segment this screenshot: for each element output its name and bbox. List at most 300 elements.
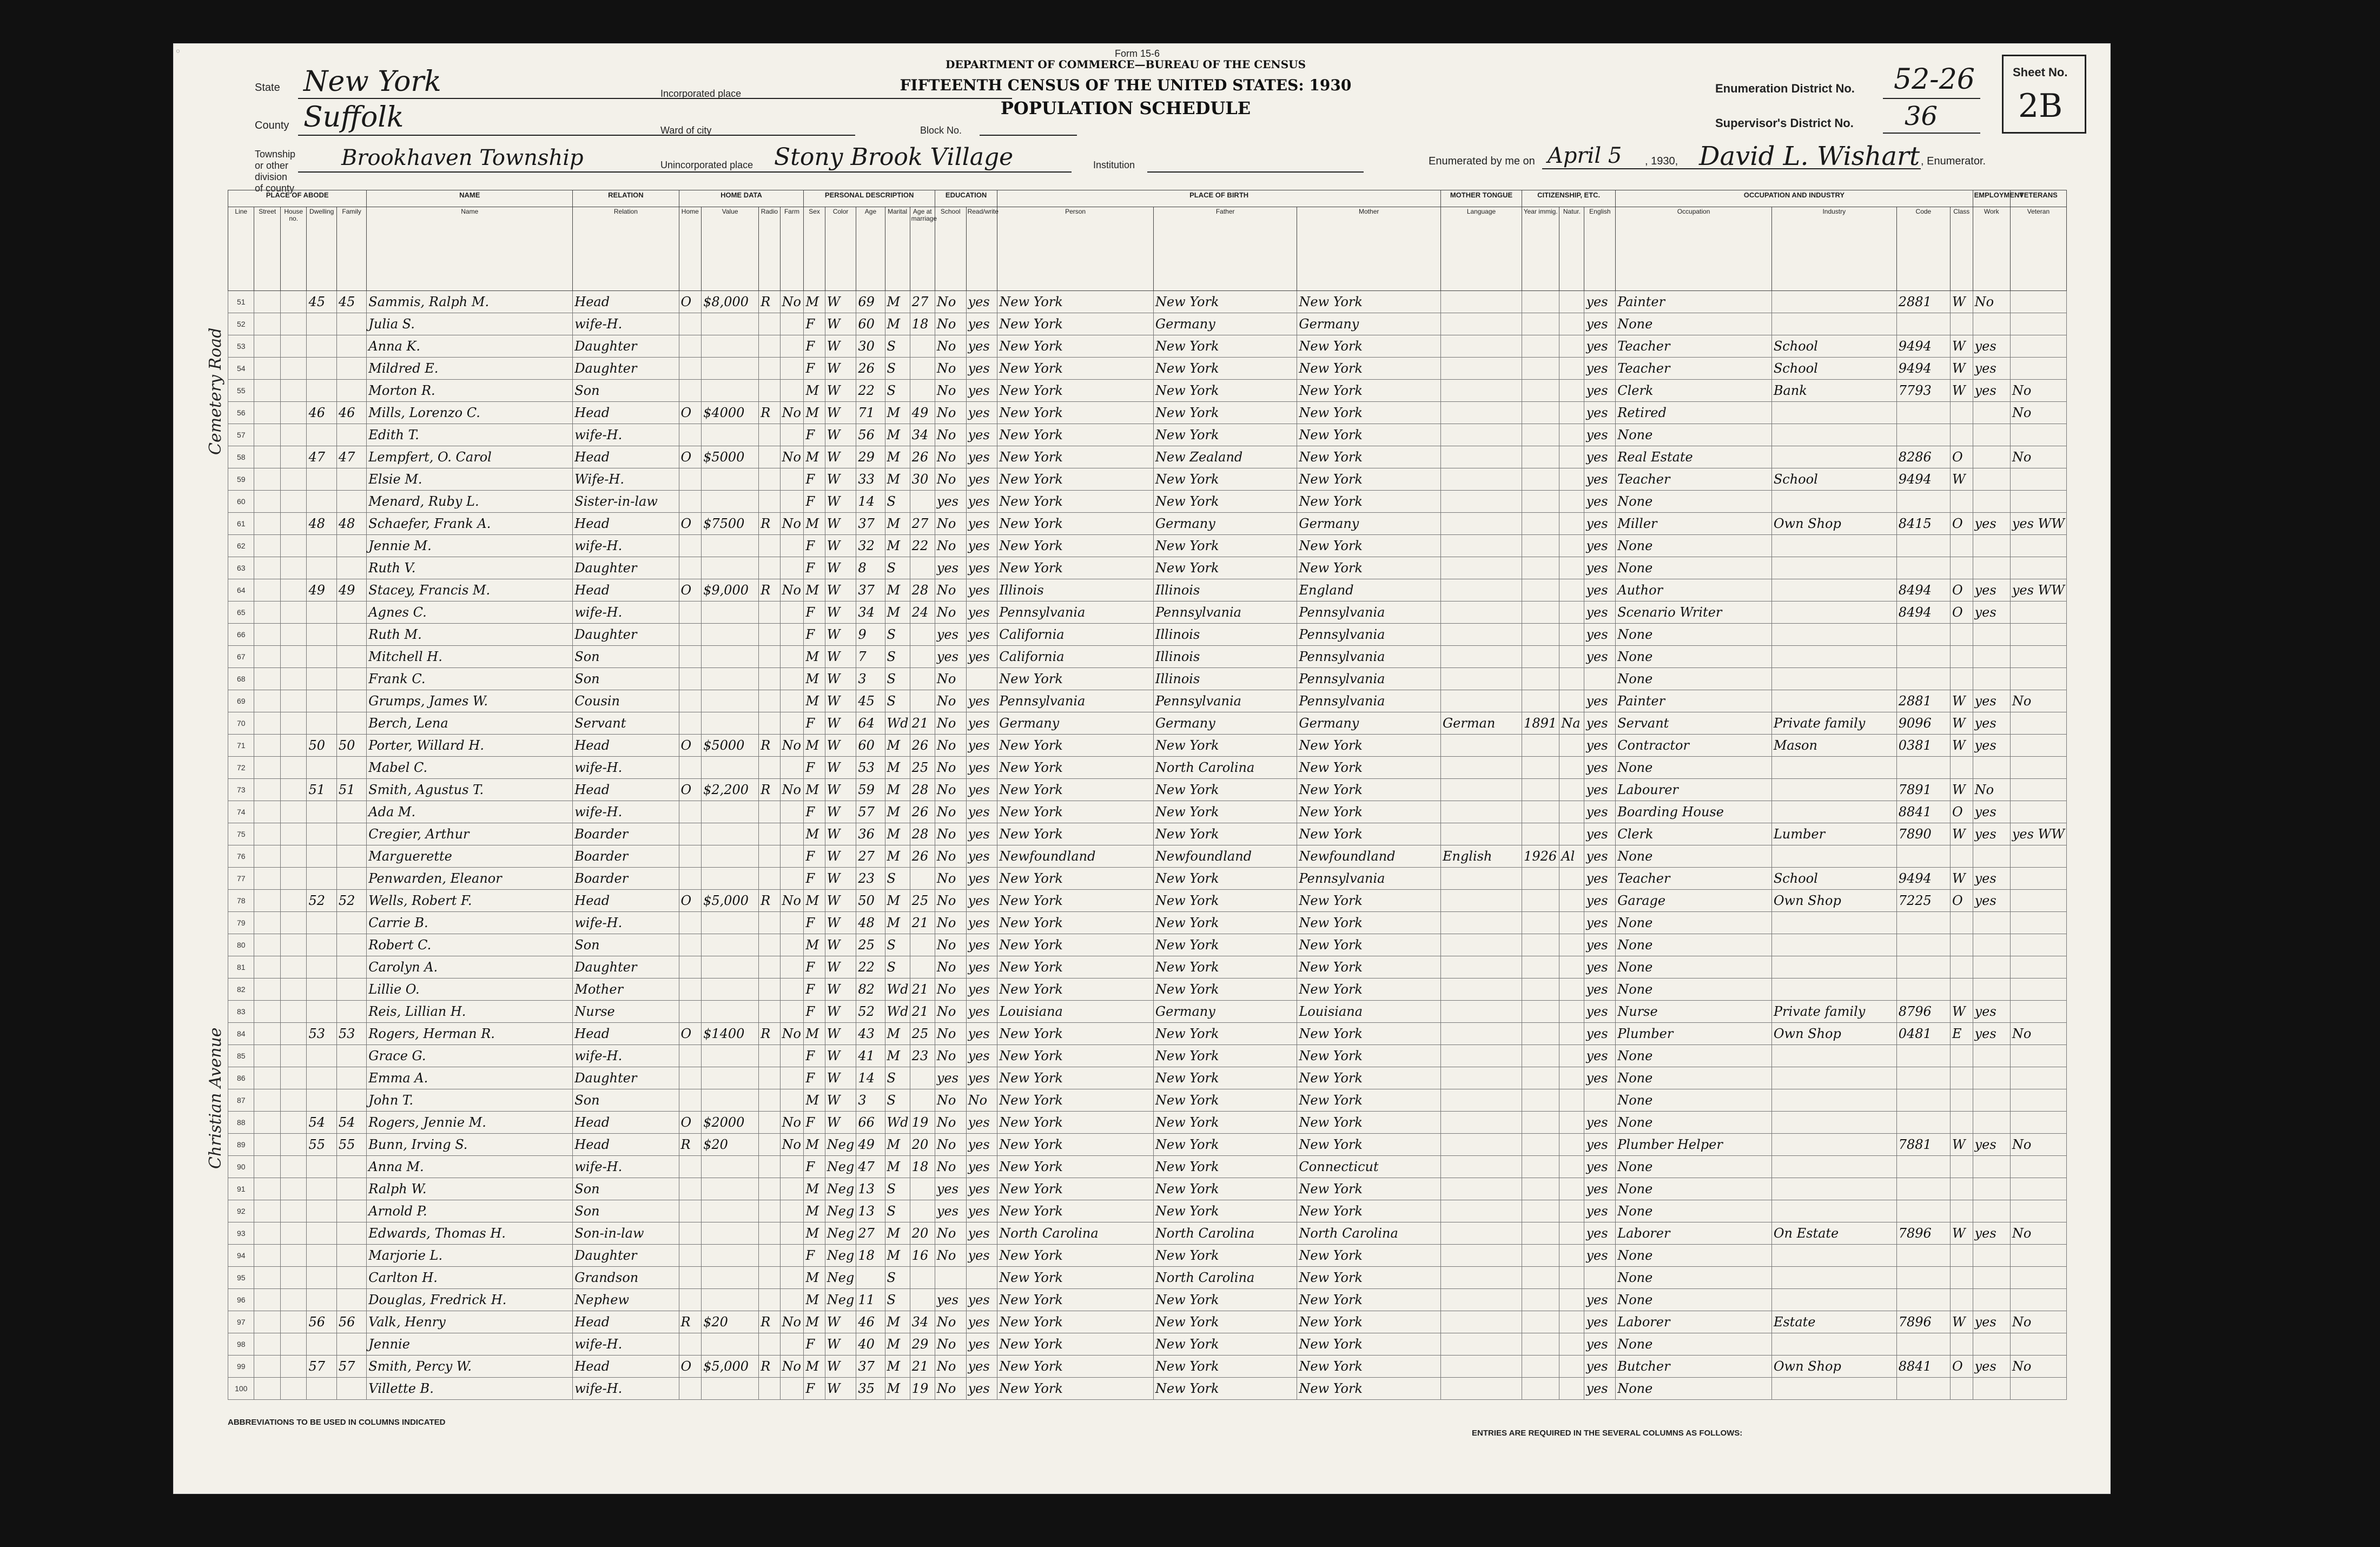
cell-street <box>254 535 280 557</box>
cell-street <box>254 868 280 890</box>
cell-person: New York <box>997 424 1154 446</box>
census-title: FIFTEENTH CENSUS OF THE UNITED STATES: 1930 <box>900 76 1352 94</box>
cell-sex: M <box>804 890 825 912</box>
column-header-age: Age <box>856 207 885 291</box>
cell-person: New York <box>997 912 1154 934</box>
cell-work <box>1973 535 2010 557</box>
table-row <box>228 890 2067 912</box>
cell-year-immig <box>1522 579 1559 601</box>
cell-mother: New York <box>1297 1023 1441 1045</box>
cell-farm <box>780 690 804 712</box>
cell-mother: Pennsylvania <box>1297 668 1441 690</box>
cell-age: 50 <box>856 890 885 912</box>
cell-relation: Head <box>573 1356 679 1378</box>
cell-relation: Son <box>573 668 679 690</box>
table-row <box>228 402 2067 424</box>
table-row <box>228 1178 2067 1200</box>
cell-code: 9494 <box>1896 468 1950 491</box>
cell-natur <box>1559 1023 1584 1045</box>
cell-radio <box>759 1200 780 1222</box>
cell-natur <box>1559 1267 1584 1289</box>
cell-name: Menard, Ruby L. <box>367 491 573 513</box>
cell-marital: M <box>885 1045 910 1067</box>
cell-school: No <box>935 1045 966 1067</box>
cell-veteran <box>2010 779 2066 801</box>
cell-veteran <box>2010 624 2066 646</box>
cell-person: Louisiana <box>997 1001 1154 1023</box>
cell-class <box>1951 668 1973 690</box>
cell-age: 11 <box>856 1289 885 1311</box>
cell-english: yes <box>1584 1045 1616 1067</box>
cell-line: 62 <box>228 535 254 557</box>
column-header-family: Family <box>336 207 366 291</box>
cell-natur <box>1559 934 1584 956</box>
cell-code <box>1896 313 1950 335</box>
cell-age: 18 <box>856 1245 885 1267</box>
cell-dwelling <box>307 1067 336 1089</box>
cell-occupation: Miller <box>1616 513 1772 535</box>
enumerator-name: David L. Wishart <box>1699 141 1920 171</box>
cell-read: yes <box>966 535 997 557</box>
cell-line: 54 <box>228 358 254 380</box>
cell-school: No <box>935 358 966 380</box>
cell-house <box>280 491 306 513</box>
cell-dwelling <box>307 912 336 934</box>
cell-family: 50 <box>336 735 366 757</box>
cell-language <box>1440 890 1522 912</box>
cell-industry <box>1771 1378 1896 1400</box>
cell-street <box>254 845 280 868</box>
cell-sex: F <box>804 335 825 358</box>
cell-color: W <box>825 845 856 868</box>
cell-class <box>1951 979 1973 1001</box>
cell-radio <box>759 823 780 845</box>
cell-occupation: None <box>1616 535 1772 557</box>
cell-family: 57 <box>336 1356 366 1378</box>
table-row <box>228 1222 2067 1245</box>
cell-english: yes <box>1584 402 1616 424</box>
cell-natur <box>1559 801 1584 823</box>
cell-veteran <box>2010 335 2066 358</box>
cell-street <box>254 668 280 690</box>
enumerator-label: , Enumerator. <box>1921 155 1986 167</box>
cell-name: Lillie O. <box>367 979 573 1001</box>
cell-farm <box>780 468 804 491</box>
cell-mother: England <box>1297 579 1441 601</box>
cell-occupation: None <box>1616 956 1772 979</box>
cell-farm: No <box>780 513 804 535</box>
cell-read: yes <box>966 402 997 424</box>
cell-dwelling <box>307 491 336 513</box>
cell-mother: Pennsylvania <box>1297 624 1441 646</box>
cell-home <box>679 757 702 779</box>
table-row <box>228 1289 2067 1311</box>
cell-relation: Grandson <box>573 1267 679 1289</box>
cell-english: yes <box>1584 779 1616 801</box>
cell-dwelling <box>307 823 336 845</box>
cell-color: W <box>825 1311 856 1333</box>
column-header-industry: Industry <box>1771 207 1896 291</box>
cell-father: Illinois <box>1153 646 1297 668</box>
cell-street <box>254 646 280 668</box>
cell-street <box>254 1045 280 1067</box>
cell-person: California <box>997 646 1154 668</box>
cell-home <box>679 912 702 934</box>
table-row <box>228 979 2067 1001</box>
cell-home <box>679 601 702 624</box>
cell-industry <box>1771 1067 1896 1089</box>
cell-house <box>280 1378 306 1400</box>
table-row <box>228 1134 2067 1156</box>
cell-home <box>679 668 702 690</box>
cell-person: New York <box>997 735 1154 757</box>
cell-age-married <box>910 868 935 890</box>
cell-age: 60 <box>856 313 885 335</box>
cell-industry <box>1771 779 1896 801</box>
cell-value <box>702 801 759 823</box>
cell-radio: R <box>759 1023 780 1045</box>
cell-farm <box>780 979 804 1001</box>
cell-value: $20 <box>702 1311 759 1333</box>
cell-home <box>679 868 702 890</box>
table-row <box>228 712 2067 735</box>
cell-street <box>254 1089 280 1112</box>
cell-person: Newfoundland <box>997 845 1154 868</box>
cell-color: W <box>825 1067 856 1089</box>
cell-person: New York <box>997 1067 1154 1089</box>
cell-industry: On Estate <box>1771 1222 1896 1245</box>
cell-marital: S <box>885 1067 910 1089</box>
cell-sex: F <box>804 912 825 934</box>
cell-occupation: Labourer <box>1616 779 1772 801</box>
cell-marital: Wd <box>885 979 910 1001</box>
cell-mother: New York <box>1297 380 1441 402</box>
cell-read: yes <box>966 446 997 468</box>
cell-house <box>280 380 306 402</box>
column-header-sex: Sex <box>804 207 825 291</box>
cell-industry <box>1771 1245 1896 1267</box>
cell-school: No <box>935 402 966 424</box>
cell-age-married <box>910 557 935 579</box>
cell-relation: Son <box>573 934 679 956</box>
group-occupation: OCCUPATION AND INDUSTRY <box>1616 190 1973 207</box>
cell-language <box>1440 491 1522 513</box>
cell-name: Penwarden, Eleanor <box>367 868 573 890</box>
cell-language <box>1440 1245 1522 1267</box>
cell-work: yes <box>1973 358 2010 380</box>
cell-industry <box>1771 291 1896 313</box>
cell-english: yes <box>1584 1333 1616 1356</box>
cell-person: New York <box>997 1023 1154 1045</box>
cell-radio <box>759 1112 780 1134</box>
cell-house <box>280 868 306 890</box>
cell-radio <box>759 668 780 690</box>
table-row <box>228 358 2067 380</box>
cell-class: W <box>1951 468 1973 491</box>
cell-code: 7793 <box>1896 380 1950 402</box>
cell-street <box>254 335 280 358</box>
cell-english: yes <box>1584 1134 1616 1156</box>
cell-color: W <box>825 757 856 779</box>
cell-language <box>1440 624 1522 646</box>
cell-veteran <box>2010 601 2066 624</box>
cell-year-immig <box>1522 1067 1559 1089</box>
cell-work <box>1973 934 2010 956</box>
cell-house <box>280 845 306 868</box>
cell-age: 3 <box>856 668 885 690</box>
cell-class: W <box>1951 1134 1973 1156</box>
cell-sex: F <box>804 1045 825 1067</box>
cell-sex: M <box>804 646 825 668</box>
cell-marital: M <box>885 779 910 801</box>
cell-industry <box>1771 535 1896 557</box>
cell-school <box>935 1267 966 1289</box>
cell-occupation: None <box>1616 912 1772 934</box>
cell-code <box>1896 535 1950 557</box>
cell-work <box>1973 646 2010 668</box>
cell-radio <box>759 1001 780 1023</box>
cell-industry <box>1771 446 1896 468</box>
cell-house <box>280 1156 306 1178</box>
cell-age-married <box>910 646 935 668</box>
cell-mother: New York <box>1297 912 1441 934</box>
cell-family: 47 <box>336 446 366 468</box>
cell-home: O <box>679 513 702 535</box>
cell-school: No <box>935 1089 966 1112</box>
cell-natur <box>1559 313 1584 335</box>
cell-dwelling: 45 <box>307 291 336 313</box>
cell-dwelling <box>307 956 336 979</box>
cell-school: No <box>935 313 966 335</box>
cell-year-immig <box>1522 890 1559 912</box>
table-row <box>228 291 2067 313</box>
cell-family <box>336 1089 366 1112</box>
cell-veteran <box>2010 1245 2066 1267</box>
column-header-age-married: Age at marriage <box>910 207 935 291</box>
cell-work <box>1973 1289 2010 1311</box>
cell-sex: M <box>804 1222 825 1245</box>
cell-father: Germany <box>1153 1001 1297 1023</box>
cell-street <box>254 890 280 912</box>
cell-marital: S <box>885 956 910 979</box>
cell-color: W <box>825 868 856 890</box>
cell-radio <box>759 1222 780 1245</box>
cell-value <box>702 646 759 668</box>
cell-age-married: 49 <box>910 402 935 424</box>
cell-dwelling <box>307 690 336 712</box>
cell-line: 98 <box>228 1333 254 1356</box>
cell-read: yes <box>966 335 997 358</box>
cell-family <box>336 690 366 712</box>
cell-read: yes <box>966 624 997 646</box>
cell-class: W <box>1951 868 1973 890</box>
cell-color: W <box>825 358 856 380</box>
cell-industry: Private family <box>1771 1001 1896 1023</box>
cell-code: 2881 <box>1896 690 1950 712</box>
cell-dwelling <box>307 557 336 579</box>
cell-value <box>702 1089 759 1112</box>
cell-father: New York <box>1153 358 1297 380</box>
cell-farm <box>780 1089 804 1112</box>
cell-work: yes <box>1973 335 2010 358</box>
cell-father: New York <box>1153 1134 1297 1156</box>
cell-street <box>254 1222 280 1245</box>
cell-industry <box>1771 956 1896 979</box>
cell-farm <box>780 1245 804 1267</box>
cell-house <box>280 646 306 668</box>
cell-age-married: 20 <box>910 1134 935 1156</box>
cell-occupation: None <box>1616 1067 1772 1089</box>
cell-color: W <box>825 712 856 735</box>
cell-value <box>702 335 759 358</box>
cell-family <box>336 424 366 446</box>
cell-occupation: Clerk <box>1616 823 1772 845</box>
table-row <box>228 1245 2067 1267</box>
cell-class: O <box>1951 446 1973 468</box>
cell-home <box>679 956 702 979</box>
cell-home: O <box>679 1112 702 1134</box>
cell-name: Emma A. <box>367 1067 573 1089</box>
cell-work <box>1973 1067 2010 1089</box>
cell-code: 7896 <box>1896 1222 1950 1245</box>
cell-street <box>254 624 280 646</box>
cell-age-married: 20 <box>910 1222 935 1245</box>
cell-age: 37 <box>856 513 885 535</box>
cell-line: 78 <box>228 890 254 912</box>
cell-house <box>280 1311 306 1333</box>
cell-age: 14 <box>856 491 885 513</box>
cell-person: North Carolina <box>997 1222 1154 1245</box>
cell-veteran: No <box>2010 1134 2066 1156</box>
cell-natur <box>1559 735 1584 757</box>
table-row <box>228 491 2067 513</box>
cell-father: Pennsylvania <box>1153 690 1297 712</box>
cell-natur <box>1559 535 1584 557</box>
column-header-name: Name <box>367 207 573 291</box>
cell-value <box>702 1156 759 1178</box>
cell-marital: M <box>885 735 910 757</box>
cell-mother: New York <box>1297 1311 1441 1333</box>
cell-street <box>254 380 280 402</box>
cell-language: English <box>1440 845 1522 868</box>
cell-father: New York <box>1153 1178 1297 1200</box>
cell-dwelling <box>307 1156 336 1178</box>
enumerated-label: Enumerated by me on <box>1429 155 1535 167</box>
cell-occupation: None <box>1616 845 1772 868</box>
cell-street <box>254 579 280 601</box>
cell-industry <box>1771 1200 1896 1222</box>
column-group-row <box>228 190 2067 207</box>
cell-language <box>1440 1222 1522 1245</box>
cell-english: yes <box>1584 291 1616 313</box>
cell-line: 99 <box>228 1356 254 1378</box>
cell-home <box>679 424 702 446</box>
cell-read: yes <box>966 979 997 1001</box>
cell-family: 56 <box>336 1311 366 1333</box>
cell-industry <box>1771 601 1896 624</box>
cell-class: W <box>1951 1311 1973 1333</box>
cell-industry <box>1771 1156 1896 1178</box>
cell-dwelling <box>307 668 336 690</box>
cell-dwelling <box>307 535 336 557</box>
cell-person: New York <box>997 934 1154 956</box>
cell-english: yes <box>1584 1067 1616 1089</box>
cell-relation: Head <box>573 779 679 801</box>
cell-language <box>1440 735 1522 757</box>
cell-sex: M <box>804 668 825 690</box>
cell-radio <box>759 1267 780 1289</box>
cell-radio <box>759 624 780 646</box>
cell-code: 8494 <box>1896 579 1950 601</box>
cell-dwelling: 46 <box>307 402 336 424</box>
cell-work <box>1973 1378 2010 1400</box>
cell-radio <box>759 1289 780 1311</box>
cell-age-married: 25 <box>910 890 935 912</box>
cell-language <box>1440 335 1522 358</box>
cell-age-married <box>910 380 935 402</box>
cell-person: New York <box>997 1045 1154 1067</box>
cell-code <box>1896 956 1950 979</box>
cell-year-immig <box>1522 1156 1559 1178</box>
cell-year-immig <box>1522 979 1559 1001</box>
cell-family <box>336 823 366 845</box>
cell-line: 71 <box>228 735 254 757</box>
cell-street <box>254 468 280 491</box>
cell-read: yes <box>966 380 997 402</box>
cell-radio <box>759 1245 780 1267</box>
cell-english: yes <box>1584 1245 1616 1267</box>
cell-occupation: Teacher <box>1616 868 1772 890</box>
cell-natur <box>1559 468 1584 491</box>
cell-occupation: None <box>1616 624 1772 646</box>
cell-school: No <box>935 1134 966 1156</box>
cell-family <box>336 1001 366 1023</box>
table-row <box>228 446 2067 468</box>
cell-home <box>679 1045 702 1067</box>
cell-school: No <box>935 868 966 890</box>
cell-age: 40 <box>856 1333 885 1356</box>
cell-name: Ada M. <box>367 801 573 823</box>
cell-street <box>254 712 280 735</box>
cell-radio <box>759 1156 780 1178</box>
cell-dwelling: 53 <box>307 1023 336 1045</box>
cell-year-immig <box>1522 934 1559 956</box>
cell-code: 7890 <box>1896 823 1950 845</box>
cell-language <box>1440 1289 1522 1311</box>
cell-class <box>1951 624 1973 646</box>
cell-relation: wife-H. <box>573 535 679 557</box>
cell-work <box>1973 624 2010 646</box>
cell-home <box>679 491 702 513</box>
cell-mother: New York <box>1297 823 1441 845</box>
cell-mother: North Carolina <box>1297 1222 1441 1245</box>
cell-line: 60 <box>228 491 254 513</box>
cell-street <box>254 1311 280 1333</box>
cell-occupation: None <box>1616 934 1772 956</box>
cell-father: North Carolina <box>1153 1267 1297 1289</box>
cell-marital: M <box>885 1023 910 1045</box>
cell-year-immig <box>1522 1045 1559 1067</box>
cell-year-immig <box>1522 1356 1559 1378</box>
cell-radio: R <box>759 735 780 757</box>
cell-value <box>702 868 759 890</box>
cell-dwelling: 47 <box>307 446 336 468</box>
cell-veteran: No <box>2010 1311 2066 1333</box>
cell-dwelling <box>307 1289 336 1311</box>
cell-name: Grace G. <box>367 1045 573 1067</box>
cell-home <box>679 380 702 402</box>
cell-radio <box>759 358 780 380</box>
